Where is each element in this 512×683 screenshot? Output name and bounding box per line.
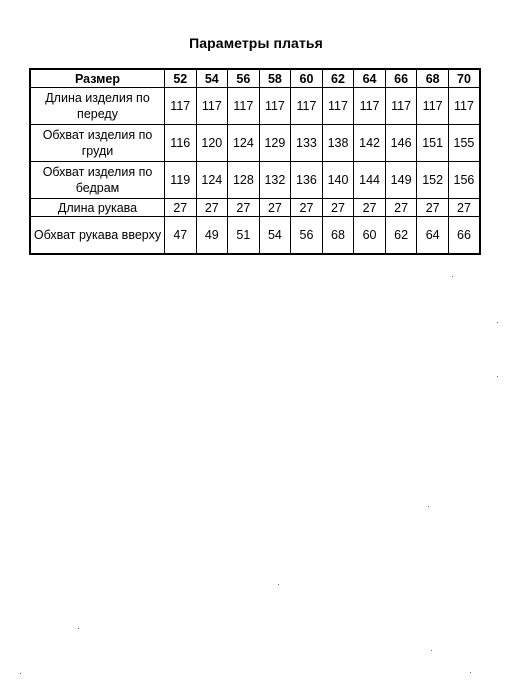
- size-header-cell: 54: [196, 69, 228, 88]
- value-cell: 117: [322, 88, 354, 125]
- value-cell: 27: [385, 199, 417, 217]
- size-header-cell: 66: [385, 69, 417, 88]
- scan-speck: [78, 628, 79, 629]
- value-cell: 27: [291, 199, 323, 217]
- scan-speck: [470, 672, 471, 673]
- scan-speck: [497, 322, 498, 323]
- row-label: Обхват изделия по груди: [30, 125, 165, 162]
- size-header-cell: 60: [291, 69, 323, 88]
- value-cell: 149: [385, 162, 417, 199]
- value-cell: 151: [417, 125, 449, 162]
- value-cell: 142: [354, 125, 386, 162]
- value-cell: 68: [322, 217, 354, 255]
- value-cell: 27: [322, 199, 354, 217]
- value-cell: 133: [291, 125, 323, 162]
- table-header-row: [30, 69, 480, 88]
- value-cell: 140: [322, 162, 354, 199]
- row-label: Длина изделия по переду: [30, 88, 165, 125]
- row-label: Обхват рукава вверху: [30, 217, 165, 255]
- row-label: Обхват изделия по бедрам: [30, 162, 165, 199]
- value-cell: 119: [165, 162, 197, 199]
- table-row: [30, 217, 480, 255]
- value-cell: 54: [259, 217, 291, 255]
- value-cell: 117: [417, 88, 449, 125]
- value-cell: 27: [228, 199, 260, 217]
- value-cell: 60: [354, 217, 386, 255]
- scan-speck: [20, 673, 21, 674]
- value-cell: 27: [165, 199, 197, 217]
- scan-speck: [431, 650, 432, 651]
- value-cell: 152: [417, 162, 449, 199]
- value-cell: 27: [196, 199, 228, 217]
- value-cell: 138: [322, 125, 354, 162]
- value-cell: 117: [448, 88, 480, 125]
- value-cell: 156: [448, 162, 480, 199]
- table-row: [30, 199, 480, 217]
- value-cell: 117: [354, 88, 386, 125]
- size-header-cell: 70: [448, 69, 480, 88]
- size-header-cell: 58: [259, 69, 291, 88]
- size-table: [29, 68, 481, 255]
- value-cell: 120: [196, 125, 228, 162]
- value-cell: 66: [448, 217, 480, 255]
- size-header-cell: 52: [165, 69, 197, 88]
- value-cell: 49: [196, 217, 228, 255]
- value-cell: 117: [291, 88, 323, 125]
- value-cell: 136: [291, 162, 323, 199]
- size-header-cell: 56: [228, 69, 260, 88]
- value-cell: 116: [165, 125, 197, 162]
- page-title: Параметры платья: [189, 35, 323, 51]
- size-header-label: Размер: [30, 69, 165, 88]
- table-row: [30, 162, 480, 199]
- size-header-cell: 68: [417, 69, 449, 88]
- value-cell: 56: [291, 217, 323, 255]
- value-cell: 27: [448, 199, 480, 217]
- table-row: [30, 125, 480, 162]
- value-cell: 27: [259, 199, 291, 217]
- value-cell: 27: [354, 199, 386, 217]
- value-cell: 117: [196, 88, 228, 125]
- value-cell: 146: [385, 125, 417, 162]
- value-cell: 155: [448, 125, 480, 162]
- value-cell: 124: [228, 125, 260, 162]
- value-cell: 132: [259, 162, 291, 199]
- value-cell: 144: [354, 162, 386, 199]
- size-header-cell: 64: [354, 69, 386, 88]
- scan-speck: [497, 376, 498, 377]
- value-cell: 117: [228, 88, 260, 125]
- scan-speck: [278, 584, 279, 585]
- table-row: [30, 88, 480, 125]
- value-cell: 64: [417, 217, 449, 255]
- value-cell: 124: [196, 162, 228, 199]
- value-cell: 128: [228, 162, 260, 199]
- value-cell: 51: [228, 217, 260, 255]
- scan-speck: [428, 506, 429, 507]
- value-cell: 129: [259, 125, 291, 162]
- size-header-cell: 62: [322, 69, 354, 88]
- scan-speck: [452, 276, 453, 277]
- value-cell: 62: [385, 217, 417, 255]
- value-cell: 47: [165, 217, 197, 255]
- value-cell: 27: [417, 199, 449, 217]
- value-cell: 117: [259, 88, 291, 125]
- value-cell: 117: [385, 88, 417, 125]
- row-label: Длина рукава: [30, 199, 165, 217]
- value-cell: 117: [165, 88, 197, 125]
